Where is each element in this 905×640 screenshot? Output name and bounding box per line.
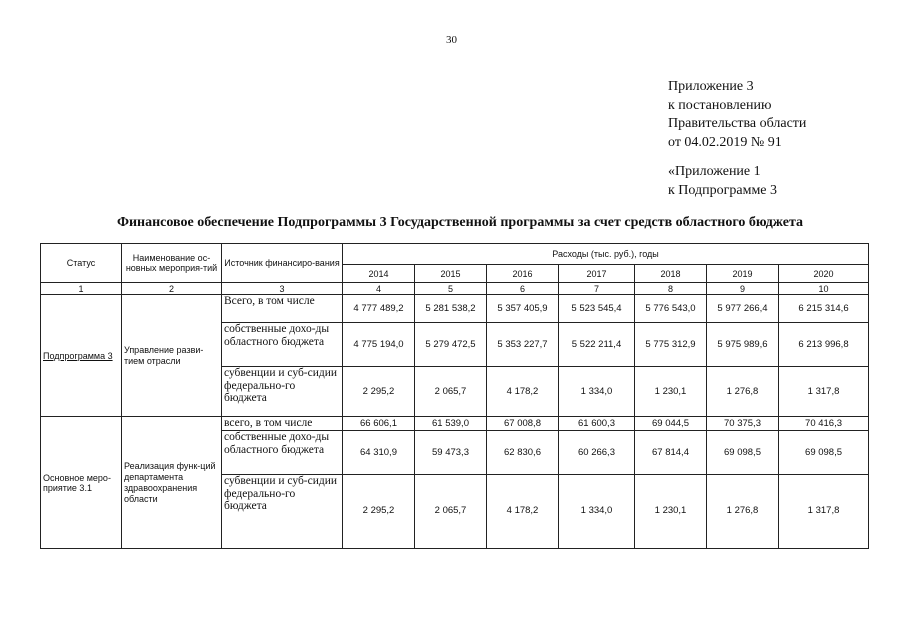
appendix-reference — [668, 163, 777, 200]
value-cell: 67 008,8 — [487, 417, 559, 431]
value-cell: 4 775 194,0 — [343, 323, 415, 367]
value-cell: 69 044,5 — [635, 417, 707, 431]
value-cell: 5 523 545,4 — [559, 295, 635, 323]
status-cell — [41, 295, 122, 417]
value-cell: 4 777 489,2 — [343, 295, 415, 323]
header-source: Источник финансиро-вания — [222, 244, 343, 283]
value-cell: 5 522 211,4 — [559, 323, 635, 367]
header-expenses: Расходы (тыс. руб.), годы — [343, 244, 869, 265]
column-number: 5 — [415, 283, 487, 295]
value-cell: 5 279 472,5 — [415, 323, 487, 367]
column-number: 9 — [707, 283, 779, 295]
value-cell: 2 295,2 — [343, 475, 415, 549]
header-year: 2017 — [559, 265, 635, 283]
value-cell: 2 065,7 — [415, 367, 487, 417]
value-cell: 60 266,3 — [559, 431, 635, 475]
value-cell: 2 065,7 — [415, 475, 487, 549]
value-cell: 1 230,1 — [635, 367, 707, 417]
value-cell: 1 317,8 — [779, 475, 869, 549]
header-year: 2019 — [707, 265, 779, 283]
value-cell: 6 213 996,8 — [779, 323, 869, 367]
source-cell: субвенции и суб-сидии федерально-го бюджета — [222, 367, 343, 417]
header-year: 2014 — [343, 265, 415, 283]
value-cell: 5 977 266,4 — [707, 295, 779, 323]
column-number: 2 — [122, 283, 222, 295]
header-year: 2016 — [487, 265, 559, 283]
source-cell: субвенции и суб-сидии федерально-го бюджета — [222, 475, 343, 549]
document-title: Финансовое обеспечение Подпрограммы 3 Государственной программы за счет средств областного бюджета — [116, 215, 804, 230]
value-cell: 69 098,5 — [779, 431, 869, 475]
value-cell: 1 334,0 — [559, 367, 635, 417]
value-cell: 4 178,2 — [487, 367, 559, 417]
header-year: 2015 — [415, 265, 487, 283]
value-cell: 59 473,3 — [415, 431, 487, 475]
financing-table — [40, 243, 869, 549]
header-status: Статус — [41, 244, 122, 283]
value-cell: 1 276,8 — [707, 475, 779, 549]
value-cell: 4 178,2 — [487, 475, 559, 549]
appendix-ref-line: «Приложение 1 — [668, 164, 761, 179]
appendix-line: Приложение 3 — [668, 79, 754, 94]
value-cell: 1 230,1 — [635, 475, 707, 549]
header-year: 2018 — [635, 265, 707, 283]
activity-cell: Реализация функ-ций департамента здравоохранения области — [122, 417, 222, 549]
column-number: 7 — [559, 283, 635, 295]
appendix-line: от 04.02.2019 № 91 — [668, 134, 782, 150]
column-number: 10 — [779, 283, 869, 295]
value-cell: 1 317,8 — [779, 367, 869, 417]
value-cell: 5 975 989,6 — [707, 323, 779, 367]
appendix-line: Правительства области — [668, 116, 807, 131]
value-cell: 70 416,3 — [779, 417, 869, 431]
appendix-header — [668, 78, 806, 152]
status-label: Подпрограмма 3 — [43, 350, 113, 361]
status-cell: Основное меро-приятие 3.1 — [41, 417, 122, 549]
column-number: 8 — [635, 283, 707, 295]
value-cell: 1 276,8 — [707, 367, 779, 417]
value-cell: 61 600,3 — [559, 417, 635, 431]
table-row — [41, 417, 869, 431]
value-cell: 70 375,3 — [707, 417, 779, 431]
value-cell: 6 215 314,6 — [779, 295, 869, 323]
value-cell: 66 606,1 — [343, 417, 415, 431]
source-cell: всего, в том числе — [222, 417, 343, 431]
appendix-line: к постановлению — [668, 97, 772, 113]
value-cell: 62 830,6 — [487, 431, 559, 475]
value-cell: 5 281 538,2 — [415, 295, 487, 323]
value-cell: 5 357 405,9 — [487, 295, 559, 323]
column-number: 6 — [487, 283, 559, 295]
value-cell: 61 539,0 — [415, 417, 487, 431]
value-cell: 5 353 227,7 — [487, 323, 559, 367]
value-cell: 2 295,2 — [343, 367, 415, 417]
value-cell: 67 814,4 — [635, 431, 707, 475]
value-cell: 1 334,0 — [559, 475, 635, 549]
value-cell: 69 098,5 — [707, 431, 779, 475]
column-number: 1 — [41, 283, 122, 295]
source-cell: собственные дохо-ды областного бюджета — [222, 323, 343, 367]
source-cell: Всего, в том числе — [222, 295, 343, 323]
value-cell: 5 775 312,9 — [635, 323, 707, 367]
source-cell: собственные дохо-ды областного бюджета — [222, 431, 343, 475]
value-cell: 5 776 543,0 — [635, 295, 707, 323]
appendix-ref-line: к Подпрограмме 3 — [668, 182, 778, 198]
column-number: 3 — [222, 283, 343, 295]
value-cell: 64 310,9 — [343, 431, 415, 475]
header-year: 2020 — [779, 265, 869, 283]
activity-cell: Управление разви-тием отрасли — [122, 295, 222, 417]
header-activity: Наименование ос-новных мероприя-тий — [122, 244, 222, 283]
column-number: 4 — [343, 283, 415, 295]
table-row — [41, 295, 869, 323]
page-number: 30 — [446, 34, 457, 46]
